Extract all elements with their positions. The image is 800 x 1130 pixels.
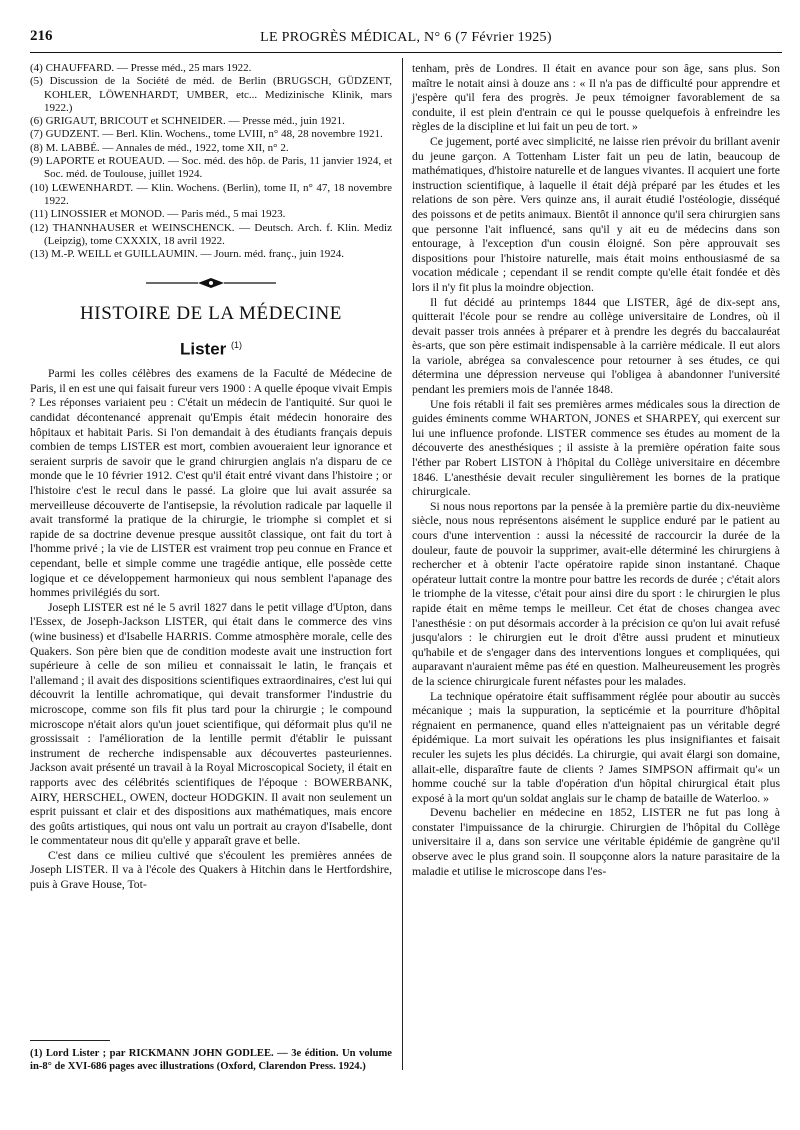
journal-running-title: LE PROGRÈS MÉDICAL, N° 6 (7 Février 1925) [260, 30, 552, 45]
reference-item: (9) LAPORTE et ROUEAUD. — Soc. méd. des hôp. de Paris, 11 janvier 1924, et Soc. méd. de Toulouse, juillet 1924. [30, 155, 392, 181]
reference-item: (8) M. LABBÉ. — Annales de méd., 1922, tome XII, n° 2. [30, 141, 289, 154]
body-paragraph: Ce jugement, porté avec simplicité, ne laisse rien prévoir du brillant avenir du jeune garçon. A Tottenham Lister fait un peu de latin, beaucoup de mathématiques, d'histoire naturelle et de langues vivantes. Il acquiert une forte instruction scientifique, à laquelle il était déjà préparé par les études et les relations de son père. Vers quinze ans, il aurait étudié l'ostéologie, disséqué des poissons et de petits animaux. Bientôt il annonce qu'il sera chirurgien sans que personne l'ait influencé, sans qu'il y ait eu de médecins dans son entourage, à l'exception d'un cousin éloigné. Son père approuvait ses dispositions pour l'histoire naturelle, mais était moins enthousiasmé de sa vocation médicale ; cependant il se rendit compte qu'elle était fondée et dès lors il n'y fit plus la moindre objection. [412, 134, 780, 294]
reference-item: (5) Discussion de la Société de méd. de Berlin (BRUGSCH, GÜDZENT, KOHLER, LÖWENHARDT, UMBER, etc... Medizinische Klinik, mars 1922.) [30, 75, 392, 114]
page-number: 216 [30, 28, 53, 44]
article-title [30, 338, 392, 357]
page-header [30, 26, 782, 53]
section-title: HISTOIRE DE LA MÉDECINE [79, 303, 342, 325]
article-title-text: Lister [179, 339, 227, 359]
footnote: (1) Lord Lister ; par RICKMANN JOHN GODLEE. — 3e édition. Un volume in-8° de XVI-686 pages avec illustrations (Oxford, Clarendon Press. 1924.) [30, 1048, 392, 1072]
reference-item: (13) M.-P. WEILL et GUILLAUMIN. — Journ. méd. franç., juin 1924. [30, 248, 345, 261]
body-paragraph: La technique opératoire était suffisamment réglée pour aboutir au succès mécanique ; mais la suppuration, la septicémie et la pourriture d'hôpital régnaient en permanence, quand elles n'atteignaient pas un véritable degré épidémique. La mort suivait les opérations les plus insignifiantes et faisait reculer les sujets les plus décidés. La chirurgie, qui avait élargi son domaine, allait-elle, disparaître faute de clients ? James SIMPSON affirmait qu'« un homme couché sur la table d'opération d'un hôpital chirurgical était plus exposé à la mort qu'un soldat anglais sur le champ de bataille de Waterloo. » [412, 689, 780, 805]
body-paragraph: tenham, près de Londres. Il était en avance pour son âge, sans plus. Son maître le notait ainsi à douze ans : « Il n'a pas de difficulté pour apprendre et j'espère qu'il fera des progrès. Je peux témoigner favorablement de sa conduite, il est plein d'entrain ce qui le pousse quelquefois à enfreindre les règles de la discipline et lui fait un peu de tort. » [412, 62, 780, 134]
body-paragraph: Parmi les colles célèbres des examens de la Faculté de Médecine de Paris, il en est une qui faisait fureur vers 1900 : A quelle époque vivait Empis ? Les réponses variaient peu : C'était un médecin de l'antiquité. Sur quoi le candidat décontenancé apprenait qu'Empis était médecin honoraire des hôpitaux et habitait Paris. Si l'on demandait à des étudiants français depuis combien de temps LISTER est mort, combien avoueraient leur ignorance et seraient surpris de savoir que le grand chirurgien anglais n'a disparu de ce monde que le 10 février 1912. C'est qu'il était entré vivant dans l'histoire ; or l'histoire c'est le recul dans le passé. La gloire que lui avait assurée sa merveilleuse découverte de l'antisepsie, la révolution radicale par laquelle il avait transformé la pratique de la chirurgie, le triomphe si complet et si rapide de sa doctrine devenue presque aussitôt classique, ont fait du tort à l'homme privé ; la vie de LISTER est vraiment trop peu connue en France et cependant, belle et simple comme une tragédie antique, elle possède cette logique et ce développement harmonieux qui nous semblent l'apanage des hommes privilégiés du sort. [30, 367, 392, 600]
body-paragraph: Devenu bachelier en médecine en 1852, LISTER ne fut pas long à constater l'impuissance de la chirurgie. Chirurgien de l'hôpital du Collège universitaire il a, dans son service une véritable épidémie de gangrène qu'il observe avec le plus grand soin. Il soupçonne alors la nature parasitaire de la maladie et utilise le microscope dans l'es- [412, 806, 780, 878]
footnote-rule [30, 1040, 110, 1041]
reference-item: (7) GUDZENT. — Berl. Klin. Wochens., tome LVIII, n° 48, 28 novembre 1921. [30, 128, 383, 141]
reference-list [30, 62, 392, 261]
body-paragraph: C'est dans ce milieu cultivé que s'écoulent les premières années de Joseph LISTER. Il va à l'école des Quakers à Hitchin dans le Hertfordshire, puis à Grave House, Tot- [30, 848, 392, 892]
footnote-marker: (1) [231, 340, 243, 351]
body-paragraph: Il fut décidé au printemps 1844 que LISTER, âgé de dix-sept ans, quitterait l'école pour se rendre au collège universitaire de Londres, où il devait passer trois années à préparer et à prendre les degrés du baccalauréat ès-arts, que son père estimait indispensable à la carrière médicale. Il eut alors la variole, abrégea sa convalescence pour retourner à ses études, ce qui détermina une dépression nerveuse qui l'obligea à abandonner l'université pendant les premiers mois de l'année 1848. [412, 295, 780, 397]
column-divider [402, 58, 403, 1070]
right-column [412, 62, 780, 879]
reference-item: (4) CHAUFFARD. — Presse méd., 25 mars 1922. [30, 62, 252, 74]
body-paragraph: Si nous nous reportons par la pensée à la première partie du dix-neuvième siècle, nous nous représentons aisément le supplice enduré par le patient au cours d'une intervention : aussi la nécessité de raccourcir la durée de la douleur, faute de pouvoir la supprimer, avait-elle déterminé les chirurgiens à rechercher et à obtenir l'acte opératoire rapide sinon instantané. Chaque opérateur luttait contre la montre pour battre les records de durée ; c'était alors le triomphe de la vitesse, c'était pour ainsi dire du sport : le chirurgien le plus rapide était en même temps le meilleur. Cet état de choses changea avec l'anesthésie : on put désormais accorder à la précision ce qu'on lui avait refusé jusqu'alors : le chirurgien eut le droit d'être aussi prudent et minutieux qu'habile et de s'engager dans des interventions longues et compliquées, qui auparavant n'auraient même pas été en question. Malheureusement les progrès de la science chirurgicale furent néfastes pour les malades. [412, 499, 780, 688]
reference-item: (12) THANNHAUSER et WEINSCHENCK. — Deutsch. Arch. f. Klin. Mediz (Leipzig), tome CXXXIX, 18 avril 1922. [30, 221, 392, 247]
section-ornament [146, 277, 276, 289]
reference-item: (11) LINOSSIER et MONOD. — Paris méd., 5 mai 1923. [30, 208, 286, 221]
reference-item: (6) GRIGAUT, BRICOUT et SCHNEIDER. — Presse méd., juin 1921. [30, 115, 345, 128]
body-paragraph: Une fois rétabli il fait ses premières armes médicales sous la direction de guides éminents comme WHARTON, JONES et SHARPEY, qui exercent sur lui une influence profonde. LISTER commence ses études au moment de la découverte des anesthésiques ; il assiste à la première opération faite sous l'éther par Robert LISTON à l'hôpital du Collège universitaire en décembre 1846. L'anesthésie devait reculer singulièrement les bornes de la pratique chirurgicale. [412, 397, 780, 499]
reference-item: (10) LŒWENHARDT. — Klin. Wochens. (Berlin), tome II, n° 47, 18 novembre 1922. [30, 181, 392, 207]
body-paragraph: Joseph LISTER est né le 5 avril 1827 dans le petit village d'Upton, dans l'Essex, de Joseph-Jackson LISTER, qui était dans le commerce des vins (wine business) et d'Isabelle HARRIS. Comme atmosphère morale, celle des Quakers. Son père bien que de condition modeste avait une instruction fort supérieure à celle de son milieu et connaissait le latin, le français et l'allemand ; il avait des dispositions scientifiques extraordinaires, c'est lui qui découvrit la lentille achromatique, qui devait transformer l'industrie du microscope, comme son fils fit plus tard pour la chirurgie ; le compound microscope n'était alors qu'un jouet scientifique, qui déformait plus qu'il ne grossissait : l'amélioration de la lentille permit d'établir le puissant instrument de recherche indispensable aux découvertes pasteuriennes. Jackson avait présenté un travail à la Royal Microscopical Society, il était en rapports avec des célébrités scientifiques de l'époque : BOWERBANK, AIRY, HERSCHEL, OWEN, docteur HODGKIN. Il avait non seulement un esprit puissant et clair et des dispositions aux mathématiques, mais encore des goûts artistiques, qui nous ont valu un portrait au crayon d'Isabelle, dont le commentateur nous dit qu'elle y apparaît grave et belle. [30, 600, 392, 848]
left-column [30, 62, 392, 893]
